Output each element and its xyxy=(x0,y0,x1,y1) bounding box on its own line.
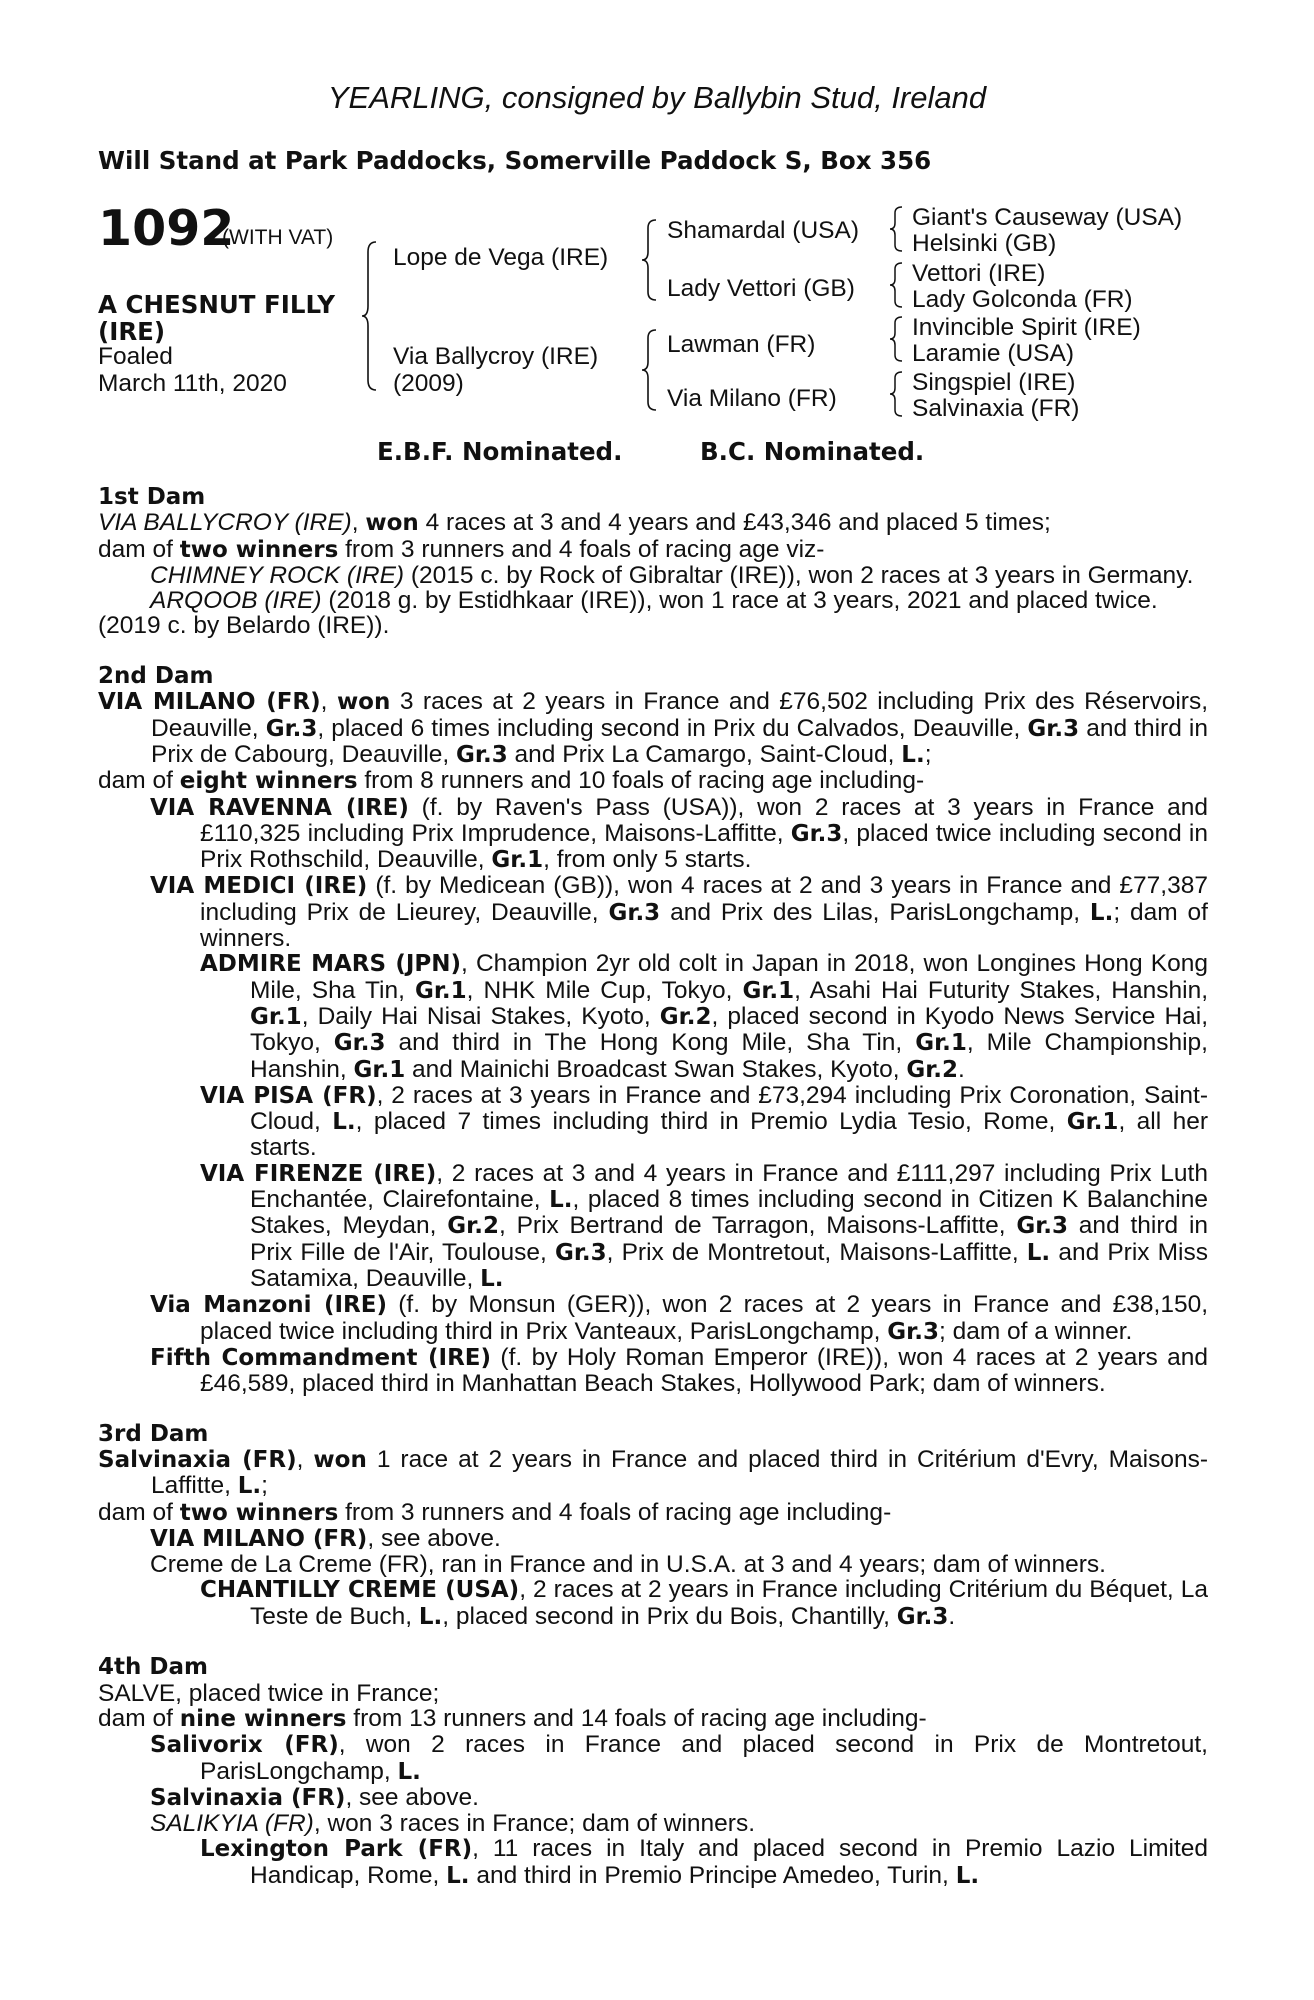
foaled-date: March 11th, 2020 xyxy=(98,370,287,397)
text-run: dam of xyxy=(98,1498,180,1526)
bold-text: Gr.1 xyxy=(915,1030,967,1057)
text-run: from 3 runners and 4 foals of racing age viz- xyxy=(338,535,825,563)
text-run: , Asahi Hai Futurity Stakes, Hanshin, xyxy=(794,976,1209,1004)
produce-entry xyxy=(150,1552,1208,1577)
bold-text: Gr.2 xyxy=(659,1003,712,1030)
text-run: from 8 runners and 10 foals of racing age including- xyxy=(357,767,925,795)
text-run: and Prix Miss Satamixa, Deauville, xyxy=(250,1238,1208,1292)
produce-entry xyxy=(200,1083,1208,1161)
g3-name: Singspiel (IRE) xyxy=(912,369,1076,396)
dam-dam-name: Via Milano (FR) xyxy=(667,385,837,412)
bold-text: Gr.3 xyxy=(790,820,843,847)
produce-entry xyxy=(150,1345,1208,1397)
produce-entry xyxy=(200,951,1208,1082)
pedigree-bracket-g3-4 xyxy=(888,370,908,418)
text-run: , won 3 races in France; dam of winners. xyxy=(313,1810,756,1838)
text-run: (f. by Medicean (GB)), won 4 races at 2 and 3 years in France and £77,387 including Prix de Lieurey, Deauville, xyxy=(200,872,1208,926)
text-run: and third in The Hong Kong Mile, Sha Tin, xyxy=(385,1029,916,1057)
pedigree-bracket-g3-3 xyxy=(888,315,908,363)
bold-text: L. xyxy=(1089,899,1114,926)
text-run: , Prix de Montretout, Maisons-Laffitte, xyxy=(606,1238,1027,1266)
italic-text: VIA BALLYCROY (IRE) xyxy=(98,509,352,537)
text-run: , Champion 2yr old colt in Japan in 2018, won Longines Hong Kong Mile, Sha Tin, xyxy=(250,950,1208,1004)
bold-text: Gr.3 xyxy=(1016,1213,1069,1240)
bold-text: L. xyxy=(332,1109,356,1136)
pedigree-bracket-dam xyxy=(640,328,662,412)
bold-text: L. xyxy=(446,1862,470,1889)
text-run: (2018 g. by Estidhkaar (IRE)), won 1 race at 3 years, 2021 and placed twice. xyxy=(321,587,1158,615)
bold-text: VIA PISA (FR) xyxy=(200,1082,377,1109)
text-run: , 2 races at 2 years in France including Critérium du Béquet, La Teste de Buch, xyxy=(250,1576,1208,1630)
dam-heading: 3rd Dam xyxy=(98,1420,209,1447)
text-run: (f. by Holy Roman Emperor (IRE)), won 4 races at 2 years and £46,589, placed third in Manhattan Beach Stakes, Hollywood Park; dam of winners. xyxy=(200,1343,1208,1398)
text-run: , 2 races at 3 and 4 years in France and £111,297 including Prix Luth Enchantée, Clairefontaine, xyxy=(250,1159,1208,1214)
foaled-label: Foaled xyxy=(98,343,173,370)
text-run: . xyxy=(948,1602,956,1630)
family-record xyxy=(98,485,1208,1889)
produce-entry xyxy=(150,873,1208,951)
bold-text: L. xyxy=(397,1758,421,1785)
bold-text: won xyxy=(365,510,419,537)
text-run: 4 races at 3 and 4 years and £43,346 and placed 5 times; xyxy=(418,509,1051,537)
section-gap xyxy=(98,1630,1208,1655)
text-run: from 3 runners and 4 foals of racing age including- xyxy=(338,1498,892,1526)
italic-text: SALIKYIA (FR) xyxy=(150,1810,314,1838)
bold-text: Gr.3 xyxy=(887,1318,939,1345)
bold-text: Gr.3 xyxy=(1027,715,1080,742)
text-run: , all her starts. xyxy=(250,1108,1208,1162)
g3-name: Vettori (IRE) xyxy=(912,260,1046,287)
bold-text: Gr.2 xyxy=(906,1056,959,1083)
g3-name: Laramie (USA) xyxy=(912,340,1075,367)
g3-name: Invincible Spirit (IRE) xyxy=(912,314,1141,341)
bold-text: Gr.1 xyxy=(1066,1109,1119,1136)
text-run: (f. by Monsun (GER)), won 2 races at 2 years in France and £38,150, placed twice including third in Prix Vanteaux, ParisLongchamp, xyxy=(200,1291,1209,1345)
bold-text: VIA RAVENNA (IRE) xyxy=(150,794,409,821)
bold-text: Fifth Commandment (IRE) xyxy=(150,1344,492,1371)
dam-record xyxy=(98,1681,1208,1706)
text-run: ; xyxy=(261,1472,268,1500)
text-run: SALVE, placed twice in France; xyxy=(98,1679,440,1707)
bold-text: Salivorix (FR) xyxy=(150,1732,339,1759)
g3-name: Giant's Causeway (USA) xyxy=(912,204,1183,231)
produce-entry xyxy=(200,1161,1208,1292)
bold-text: Gr.3 xyxy=(333,1030,386,1057)
text-run: , placed 8 times including second in Citizen K Balanchine Stakes, Meydan, xyxy=(250,1186,1208,1240)
lot-number: 1092 xyxy=(98,200,235,257)
section-gap xyxy=(98,639,1208,664)
bold-text: Gr.3 xyxy=(456,741,508,768)
produce-entry xyxy=(200,1577,1208,1630)
text-run: , placed second in Kyodo News Service Hai, Tokyo, xyxy=(250,1002,1209,1057)
section-gap xyxy=(98,1396,1208,1421)
bold-text: L. xyxy=(549,1187,573,1214)
bold-text: nine winners xyxy=(179,1705,347,1732)
bold-text: L. xyxy=(1026,1239,1051,1266)
text-run: ; xyxy=(924,740,932,768)
produce-summary xyxy=(98,768,1208,794)
italic-text: CHIMNEY ROCK (IRE) xyxy=(150,561,405,589)
text-run: , won 2 races in France and placed second in Prix de Montretout, ParisLongchamp, xyxy=(200,1731,1208,1785)
produce-entry xyxy=(150,1292,1208,1345)
bold-text: Gr.3 xyxy=(554,1239,607,1266)
g3-name: Lady Golconda (FR) xyxy=(912,286,1133,313)
produce-summary xyxy=(98,1706,1208,1732)
g3-name: Helsinki (GB) xyxy=(912,230,1057,257)
text-run: , Daily Hai Nisai Stakes, Kyoto, xyxy=(301,1002,660,1030)
bold-text: L. xyxy=(901,741,925,768)
bold-text: VIA MILANO (FR) xyxy=(98,689,321,716)
text-run: , xyxy=(351,509,366,537)
produce-entry xyxy=(150,1785,1208,1811)
text-run: 3 races at 2 years in France and £76,502 including Prix des Réservoirs, Deauville, xyxy=(151,688,1208,742)
bold-text: two winners xyxy=(179,536,339,563)
text-run: , placed 6 times including second in Prix du Calvados, Deauville, xyxy=(317,714,1028,742)
bold-text: eight winners xyxy=(179,768,358,795)
produce-summary xyxy=(98,537,1208,563)
dam-sire-name: Lawman (FR) xyxy=(667,331,816,358)
text-run: dam of xyxy=(98,767,180,795)
sire-name: Lope de Vega (IRE) xyxy=(393,244,609,271)
bold-text: L. xyxy=(237,1473,262,1500)
text-run: , from only 5 starts. xyxy=(543,846,752,874)
text-run: , Prix Bertrand de Tarragon, Maisons-Laffitte, xyxy=(498,1212,1017,1240)
dam-record xyxy=(98,689,1208,768)
bold-text: Gr.1 xyxy=(250,1003,302,1030)
text-run: , NHK Mile Cup, Tokyo, xyxy=(466,976,743,1004)
produce-entry xyxy=(150,563,1208,588)
text-run: . xyxy=(958,1055,965,1083)
bold-text: Gr.1 xyxy=(491,847,544,874)
pedigree-bracket-sire xyxy=(640,218,662,302)
horse-description: A CHESNUT FILLY xyxy=(98,290,335,319)
bold-text: Gr.3 xyxy=(265,715,318,742)
vat-note: (WITH VAT) xyxy=(222,226,334,249)
text-run: , 2 races at 3 years in France and £73,294 including Prix Coronation, Saint-Cloud, xyxy=(250,1081,1208,1136)
text-run: dam of xyxy=(98,1704,180,1732)
text-run: and third in Prix de Cabourg, Deauville, xyxy=(151,714,1209,768)
text-run: and Mainichi Broadcast Swan Stakes, Kyoto, xyxy=(405,1055,907,1083)
bold-text: Gr.3 xyxy=(896,1603,949,1630)
text-run: , placed second in Prix du Bois, Chantilly, xyxy=(442,1602,897,1630)
pedigree-bracket-g3-2 xyxy=(888,261,908,309)
produce-entry xyxy=(150,1732,1208,1785)
bc-nomination: B.C. Nominated. xyxy=(700,437,925,466)
bold-text: won xyxy=(336,689,391,716)
bold-text: Gr.3 xyxy=(608,899,661,926)
pedigree-bracket-main xyxy=(360,240,382,392)
text-run: 1 race at 2 years in France and placed third in Critérium d'Evry, Maisons-Laffitte, xyxy=(151,1445,1208,1500)
produce-entry: (2019 c. by Belardo (IRE)). xyxy=(98,612,390,640)
italic-text: ARQOOB (IRE) xyxy=(150,587,322,615)
bold-text: L. xyxy=(480,1265,504,1292)
ebf-nomination: E.B.F. Nominated. xyxy=(377,437,623,466)
bold-text: Lexington Park (FR) xyxy=(200,1836,473,1863)
stand-location: Will Stand at Park Paddocks, Somerville Paddock S, Box 356 xyxy=(98,146,932,175)
page-subtitle: YEARLING, consigned by Ballybin Stud, Ireland xyxy=(327,80,987,115)
sire-sire-name: Shamardal (USA) xyxy=(667,217,859,244)
text-run: and Prix La Camargo, Saint-Cloud, xyxy=(507,740,902,768)
text-run: and Prix des Lilas, ParisLongchamp, xyxy=(660,898,1090,926)
produce-entry xyxy=(150,795,1208,874)
bold-text: Gr.2 xyxy=(447,1213,499,1240)
produce-entry xyxy=(150,588,1208,613)
text-run: Creme de La Creme (FR), ran in France and in U.S.A. at 3 and 4 years; dam of winners. xyxy=(150,1551,1106,1579)
text-run: dam of xyxy=(98,535,180,563)
bold-text: L. xyxy=(955,1862,980,1889)
dam-heading: 1st Dam xyxy=(98,484,206,510)
bold-text: L. xyxy=(418,1603,443,1630)
text-run: , see above. xyxy=(345,1783,479,1811)
dam-record xyxy=(98,1447,1208,1500)
dam-name: Via Ballycroy (IRE) xyxy=(393,343,599,370)
text-run: , 11 races in Italy and placed second in Premio Lazio Limited Handicap, Rome, xyxy=(250,1835,1208,1889)
bold-text: CHANTILLY CREME (USA) xyxy=(200,1577,520,1604)
text-run: , Mile Championship, Hanshin, xyxy=(250,1029,1208,1083)
produce-entry xyxy=(150,1811,1208,1836)
bold-text: two winners xyxy=(179,1499,339,1526)
bold-text: Gr.1 xyxy=(414,977,467,1004)
text-run: , placed 7 times including third in Premio Lydia Tesio, Rome, xyxy=(355,1108,1067,1136)
dam-record xyxy=(98,510,1208,536)
dam-heading: 4th Dam xyxy=(98,1654,208,1681)
text-run: ; dam of winners. xyxy=(200,898,1208,953)
text-run: , placed twice including second in Prix Rothschild, Deauville, xyxy=(200,819,1208,874)
text-run: (f. by Raven's Pass (USA)), won 2 races at 3 years in France and £110,325 including Prix Imprudence, Maisons-Laffitte, xyxy=(200,793,1208,847)
text-run: , xyxy=(320,688,337,716)
bold-text: Gr.1 xyxy=(742,977,795,1004)
bold-text: VIA FIRENZE (IRE) xyxy=(200,1160,437,1187)
produce-entry xyxy=(200,1836,1208,1889)
pedigree-bracket-g3-1 xyxy=(888,205,908,253)
text-run: , xyxy=(296,1445,314,1473)
text-run: and third in Premio Principe Amedeo, Turin, xyxy=(469,1861,956,1889)
bold-text: won xyxy=(313,1446,367,1473)
bold-text: VIA MILANO (FR) xyxy=(150,1525,368,1552)
bold-text: Via Manzoni (IRE) xyxy=(150,1292,387,1319)
text-run: from 13 runners and 14 foals of racing age including- xyxy=(346,1704,927,1732)
text-run: , see above. xyxy=(367,1524,501,1552)
text-run: and third in Prix Fille de l'Air, Toulouse, xyxy=(250,1212,1209,1266)
bold-text: Salvinaxia (FR) xyxy=(150,1784,346,1811)
produce-summary xyxy=(98,1500,1208,1526)
bold-text: Gr.1 xyxy=(353,1056,406,1083)
text-run: ; dam of a winner. xyxy=(938,1317,1133,1345)
text-run: (2015 c. by Rock of Gibraltar (IRE)), won 2 races at 3 years in Germany. xyxy=(404,561,1194,589)
sire-dam-name: Lady Vettori (GB) xyxy=(667,275,855,302)
g3-name: Salvinaxia (FR) xyxy=(912,395,1080,422)
produce-entry xyxy=(150,1526,1208,1552)
dam-year: (2009) xyxy=(393,370,464,397)
bold-text: Salvinaxia (FR) xyxy=(98,1446,297,1473)
horse-origin: (IRE) xyxy=(98,317,166,346)
bold-text: VIA MEDICI (IRE) xyxy=(150,873,368,900)
bold-text: ADMIRE MARS (JPN) xyxy=(200,951,462,978)
dam-heading: 2nd Dam xyxy=(98,663,214,690)
